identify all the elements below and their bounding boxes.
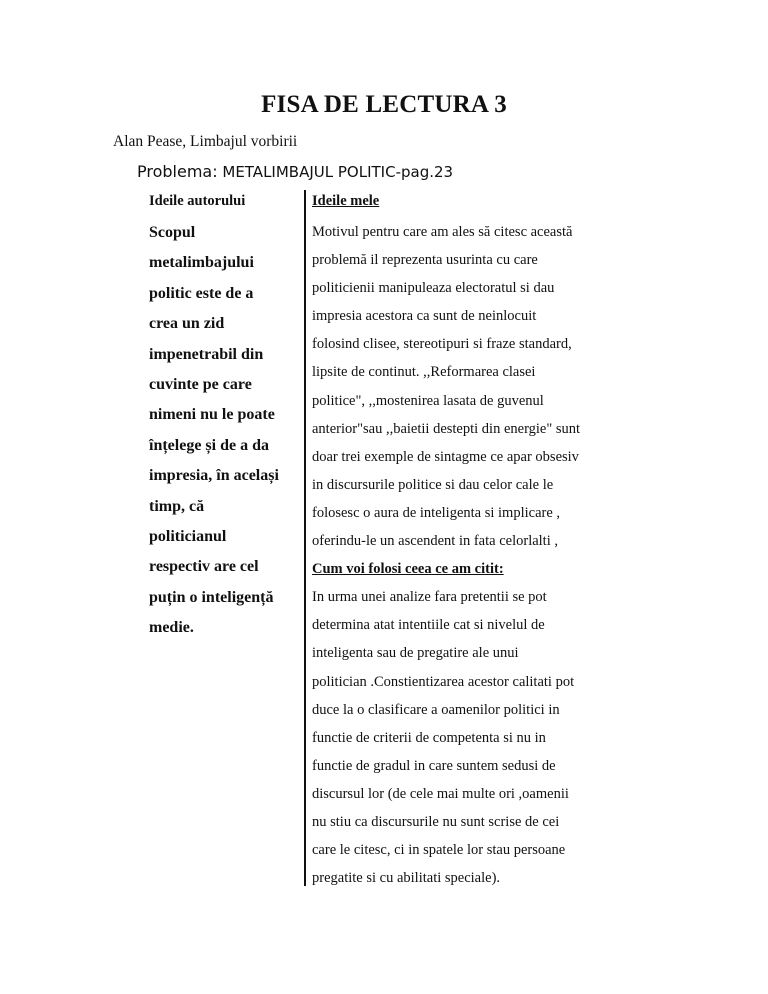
text-line: pregatite si cu abilitati speciale). bbox=[312, 870, 501, 887]
text-line: doar trei exemple de sintagme ce apar obsesiv bbox=[312, 448, 579, 465]
text-line: determina atat intentiile cat si nivelul de bbox=[312, 617, 545, 634]
text-line: politician .Constientizarea acestor calitati pot bbox=[312, 673, 575, 690]
text-line: functie de gradul in care suntem sedusi de bbox=[312, 757, 556, 774]
text-line: in discursurile politice si dau celor cale le bbox=[312, 476, 554, 493]
my-ideas-column bbox=[312, 190, 622, 892]
text-line: folosesc o aura de inteligenta si implicare , bbox=[312, 504, 561, 521]
text-line: politic este de a bbox=[149, 284, 254, 302]
author-book-line: Alan Pease, Limbajul vorbirii bbox=[113, 133, 298, 150]
author-ideas-heading: Ideile autorului bbox=[149, 193, 246, 209]
text-line: oferindu-le un ascendent in fata celorlalti , bbox=[312, 533, 558, 550]
my-ideas-heading: Ideile mele bbox=[312, 193, 380, 209]
text-line: impenetrabil din bbox=[149, 345, 264, 363]
text-line: metalimbajului bbox=[149, 254, 254, 272]
text-line: politicianul bbox=[149, 528, 227, 546]
text-line: cuvinte pe care bbox=[149, 376, 252, 394]
text-line: respectiv are cel bbox=[149, 558, 259, 576]
text-line: care le citesc, ci in spatele lor stau persoane bbox=[312, 842, 566, 859]
document-title: FISA DE LECTURA 3 bbox=[261, 91, 507, 118]
text-line: Motivul pentru care am ales să citesc această bbox=[312, 224, 573, 240]
text-line: problemă il reprezenta usurinta cu care bbox=[312, 252, 538, 269]
text-line: medie. bbox=[149, 619, 194, 637]
my-ideas-paragraph bbox=[312, 218, 622, 555]
text-line: folosind clisee, stereotipuri si fraze standard, bbox=[312, 336, 572, 353]
text-line: impresia acestora ca sunt de neinlocuit bbox=[312, 308, 537, 325]
text-line: nimeni nu le poate bbox=[149, 406, 275, 424]
usage-subheading: Cum voi folosi ceea ce am citit: bbox=[312, 561, 504, 578]
text-line: nu stiu ca discursurile nu sunt scrise de cei bbox=[312, 813, 560, 830]
problem-line bbox=[137, 162, 453, 181]
text-line: crea un zid bbox=[149, 315, 225, 333]
text-line: lipsite de continut. ,,Reformarea clasei bbox=[312, 364, 536, 381]
text-line: timp, că bbox=[149, 497, 205, 515]
column-divider bbox=[304, 190, 306, 886]
text-line: Scopul bbox=[149, 224, 196, 241]
problem-label: Problema: bbox=[137, 162, 218, 181]
text-line: anterior"sau ,,baietii destepti din energie" sunt bbox=[312, 420, 581, 437]
text-line: impresia, în același bbox=[149, 467, 279, 485]
text-line: politice", ,,mostenirea lasata de guvenul bbox=[312, 392, 544, 409]
text-line: In urma unei analize fara pretentii se pot bbox=[312, 589, 547, 606]
text-line: înțelege și de a da bbox=[149, 436, 269, 454]
text-line: discursul lor (de cele mai multe ori ,oamenii bbox=[312, 785, 569, 802]
text-line: politicienii manipuleaza electoratul si dau bbox=[312, 280, 555, 297]
author-ideas-column bbox=[149, 190, 299, 644]
text-line: functie de criterii de competenta si nu in bbox=[312, 729, 546, 746]
text-line: duce la o clasificare a oamenilor politici in bbox=[312, 701, 560, 718]
problem-text: METALIMBAJUL POLITIC-pag.23 bbox=[222, 163, 454, 181]
text-line: inteligenta sau de pregatire ale unui bbox=[312, 645, 519, 662]
author-ideas-text bbox=[149, 218, 299, 644]
text-line: puțin o inteligență bbox=[149, 588, 274, 606]
usage-paragraph bbox=[312, 583, 622, 892]
